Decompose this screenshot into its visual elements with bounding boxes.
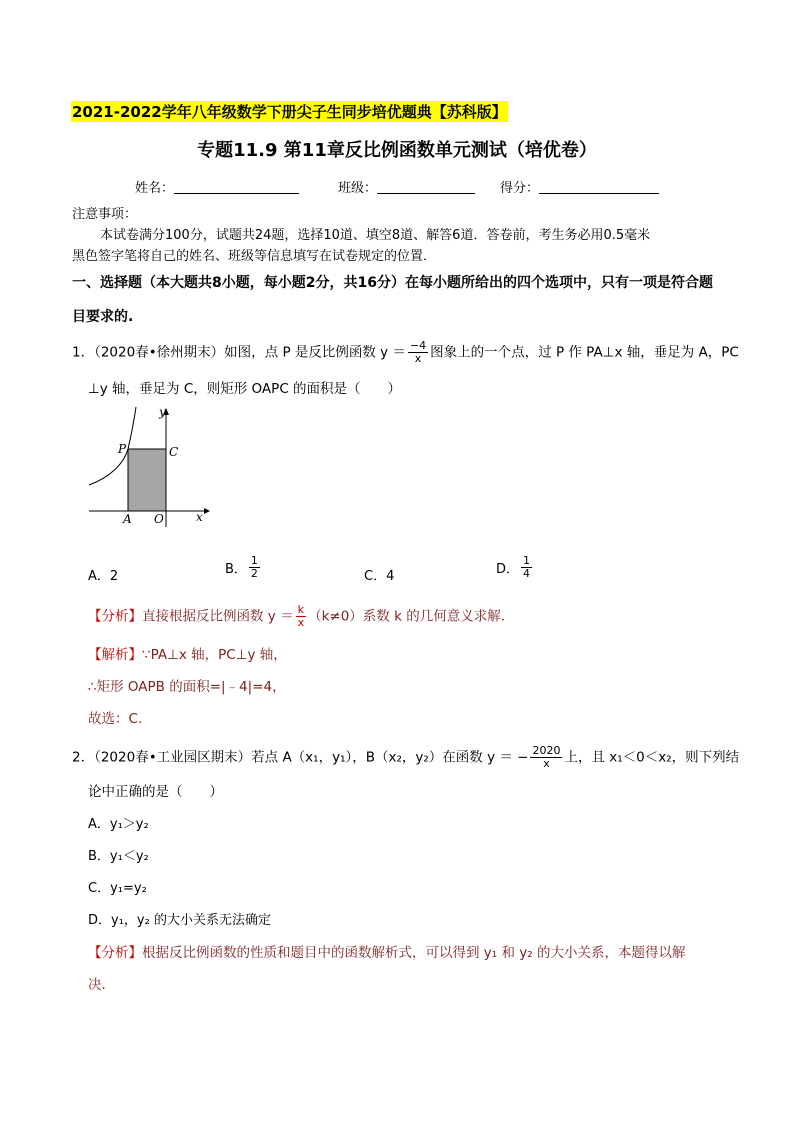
q2-option-c[interactable]: C．y₁=y₂ — [88, 881, 147, 896]
fig-label-o: O — [154, 512, 164, 526]
fig-label-c: C — [169, 445, 179, 459]
section-heading-line-2: 目要求的. — [72, 309, 134, 325]
page-title: 专题11.9 第11章反比例函数单元测试（培优卷） — [197, 140, 597, 161]
q1-frac-num: −4 — [409, 339, 427, 352]
section-heading-line-1: 一、选择题（本大题共8小题，每小题2分，共16分）在每小题所给出的四个选项中，只有一项是符合题 — [72, 275, 713, 291]
q1-solution-line-3: 故选：C. — [88, 711, 143, 727]
fig-label-a: A — [123, 512, 132, 526]
q2-frac-num: 2020 — [532, 744, 561, 757]
q1-option-d-fraction — [521, 555, 532, 580]
q1-option-b[interactable] — [225, 555, 262, 580]
q2-analysis-tag: 【分析】 — [88, 945, 142, 961]
q1-figure — [86, 403, 216, 528]
q1-option-d-label: D． — [496, 562, 520, 577]
q1-option-b-fraction — [249, 555, 260, 580]
q2-stem-b: 上，且 x₁＜0＜x₂，则下列结 — [564, 749, 740, 766]
x-axis-arrow — [204, 508, 210, 514]
q2-option-a[interactable]: A．y₁＞y₂ — [88, 817, 149, 832]
fig-label-p: P — [118, 442, 127, 456]
notes-line-1: 本试卷满分100分，试题共24题，选择10道、填空8道、解答6道．答卷前，考生务必用0.5毫米 — [100, 228, 651, 243]
q1-option-d[interactable] — [496, 555, 534, 580]
name-field[interactable] — [135, 177, 299, 196]
q1-option-d-den: 4 — [523, 567, 531, 580]
q2-analysis-line-1 — [88, 941, 685, 961]
q2-stem-line-2: 论中正确的是（ ） — [88, 784, 223, 800]
notes-heading: 注意事项： — [72, 207, 138, 222]
q1-stem-line-1 — [72, 340, 739, 365]
q1-analysis — [88, 604, 514, 629]
q1-solution-tag: 【解析】 — [88, 647, 142, 663]
q1-analysis-tag: 【分析】 — [88, 608, 142, 625]
q1-option-a[interactable]: A．2 — [88, 569, 119, 584]
name-label: 姓名： — [135, 181, 175, 196]
q1-option-b-den: 2 — [250, 567, 258, 580]
q1-analysis-den: x — [297, 616, 305, 629]
q2-analysis-1: 根据反比例函数的性质和题目中的函数解析式，可以得到 y₁ 和 y₂ 的大小关系，本题得以解 — [142, 945, 686, 961]
fig-label-y: y — [159, 405, 166, 419]
q1-stem-b: 图象上的一个点，过 P 作 PA⊥x 轴，垂足为 A，PC — [430, 344, 739, 361]
score-label: 得分： — [500, 181, 540, 196]
q1-solution-1: ∵PA⊥x 轴，PC⊥y 轴， — [142, 647, 287, 663]
q1-analysis-num: k — [297, 603, 305, 616]
q1-stem-line-2: ⊥y 轴，垂足为 C，则矩形 OAPC 的面积是（ ） — [88, 381, 402, 397]
q2-option-d[interactable]: D．y₁，y₂ 的大小关系无法确定 — [88, 913, 271, 928]
q2-frac-den: x — [543, 757, 550, 770]
fig-label-x: x — [196, 510, 203, 524]
class-label: 班级： — [338, 181, 378, 196]
score-field[interactable] — [500, 177, 659, 196]
q1-analysis-fraction — [296, 604, 307, 629]
rectangle-oapc — [128, 449, 166, 511]
q1-option-c[interactable]: C．4 — [364, 569, 395, 584]
q2-option-b[interactable]: B．y₁＜y₂ — [88, 849, 149, 864]
q2-stem-line-1 — [72, 745, 739, 770]
q1-solution-line-1 — [88, 643, 287, 663]
q1-option-b-label: B． — [225, 562, 247, 577]
q1-analysis-b: （k≠0）系数 k 的几何意义求解． — [308, 608, 515, 625]
q1-solution-line-2: ∴矩形 OAPB 的面积=|﹣4|=4， — [88, 679, 286, 695]
q1-option-b-num: 1 — [250, 554, 258, 567]
q1-frac-den: x — [414, 352, 422, 365]
q2-analysis-line-2: 决. — [88, 977, 106, 993]
q1-analysis-a: 直接根据反比例函数 y ＝ — [142, 608, 294, 625]
notes-line-2: 黑色签字笔将自己的姓名、班级等信息填写在试卷规定的位置． — [72, 249, 437, 264]
q1-stem-a: 1．（2020春•徐州期末）如图，点 P 是反比例函数 y ＝ — [72, 344, 406, 361]
q1-fraction — [408, 340, 428, 365]
series-banner: 2021-2022学年八年级数学下册尖子生同步培优题典【苏科版】 — [72, 103, 507, 121]
class-blank[interactable] — [377, 181, 475, 194]
q2-stem-a: 2．（2020春•工业园区期末）若点 A（x₁，y₁），B（x₂，y₂）在函数 y ＝ − — [72, 749, 529, 766]
name-blank[interactable] — [174, 181, 299, 194]
score-blank[interactable] — [539, 181, 659, 194]
q2-fraction — [530, 745, 562, 770]
class-field[interactable] — [338, 177, 475, 196]
q1-option-d-num: 1 — [523, 554, 531, 567]
